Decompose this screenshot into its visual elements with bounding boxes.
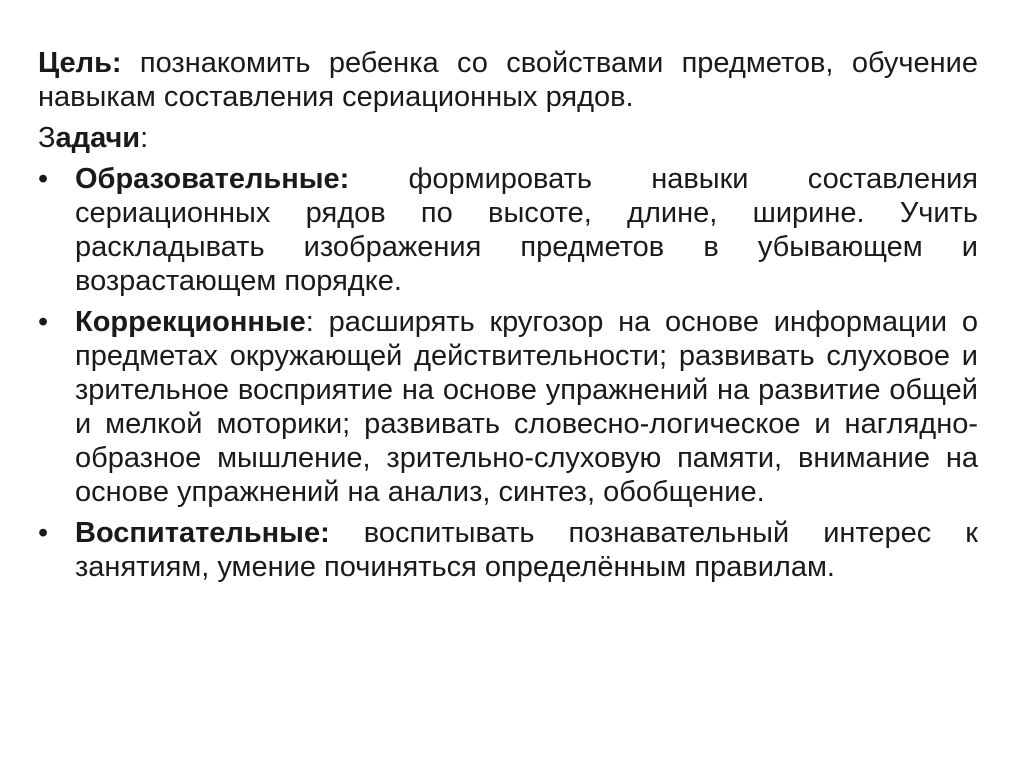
bullet-icon: • (38, 517, 49, 549)
task-text: формировать навыки составления сериационных рядов по высоте, длине, ширине. Учить раскладывать изображения предметов в убывающем и возрастающем порядке. (75, 163, 978, 297)
tasks-list (38, 162, 978, 584)
tasks-heading-colon: : (140, 122, 149, 154)
goal-text: познакомить ребенка со свойствами предметов, обучение навыкам составления сериационных рядов. (38, 47, 978, 113)
task-item-correctional (38, 305, 978, 509)
tasks-heading-first-letter: З (38, 122, 56, 154)
task-item-educational (38, 162, 978, 298)
slide-content (38, 46, 978, 591)
bullet-icon: • (38, 306, 49, 338)
task-label: Коррекционные (75, 306, 306, 338)
task-label: Воспитательные: (75, 517, 330, 549)
bullet-icon: • (38, 163, 49, 195)
tasks-heading-rest: адачи (55, 122, 141, 154)
task-text: воспитывать познавательный интерес к занятиям, умение починяться определённым правилам. (75, 517, 978, 583)
task-label: Образовательные: (75, 163, 350, 195)
task-text: : расширять кругозор на основе информации о предметах окружающей действительности; развивать слуховое и зрительное восприятие на основе упражнений на развитие общей и мелкой моторики; развивать словесно-логическое и наглядно-образное мышление, зрительно-слуховую памяти, внимание на основе упражнений на анализ, синтез, обобщение. (75, 306, 978, 508)
goal-label: Цель: (38, 47, 122, 79)
goal-paragraph (38, 46, 978, 114)
task-item-upbringing (38, 516, 978, 584)
tasks-heading (38, 121, 978, 155)
